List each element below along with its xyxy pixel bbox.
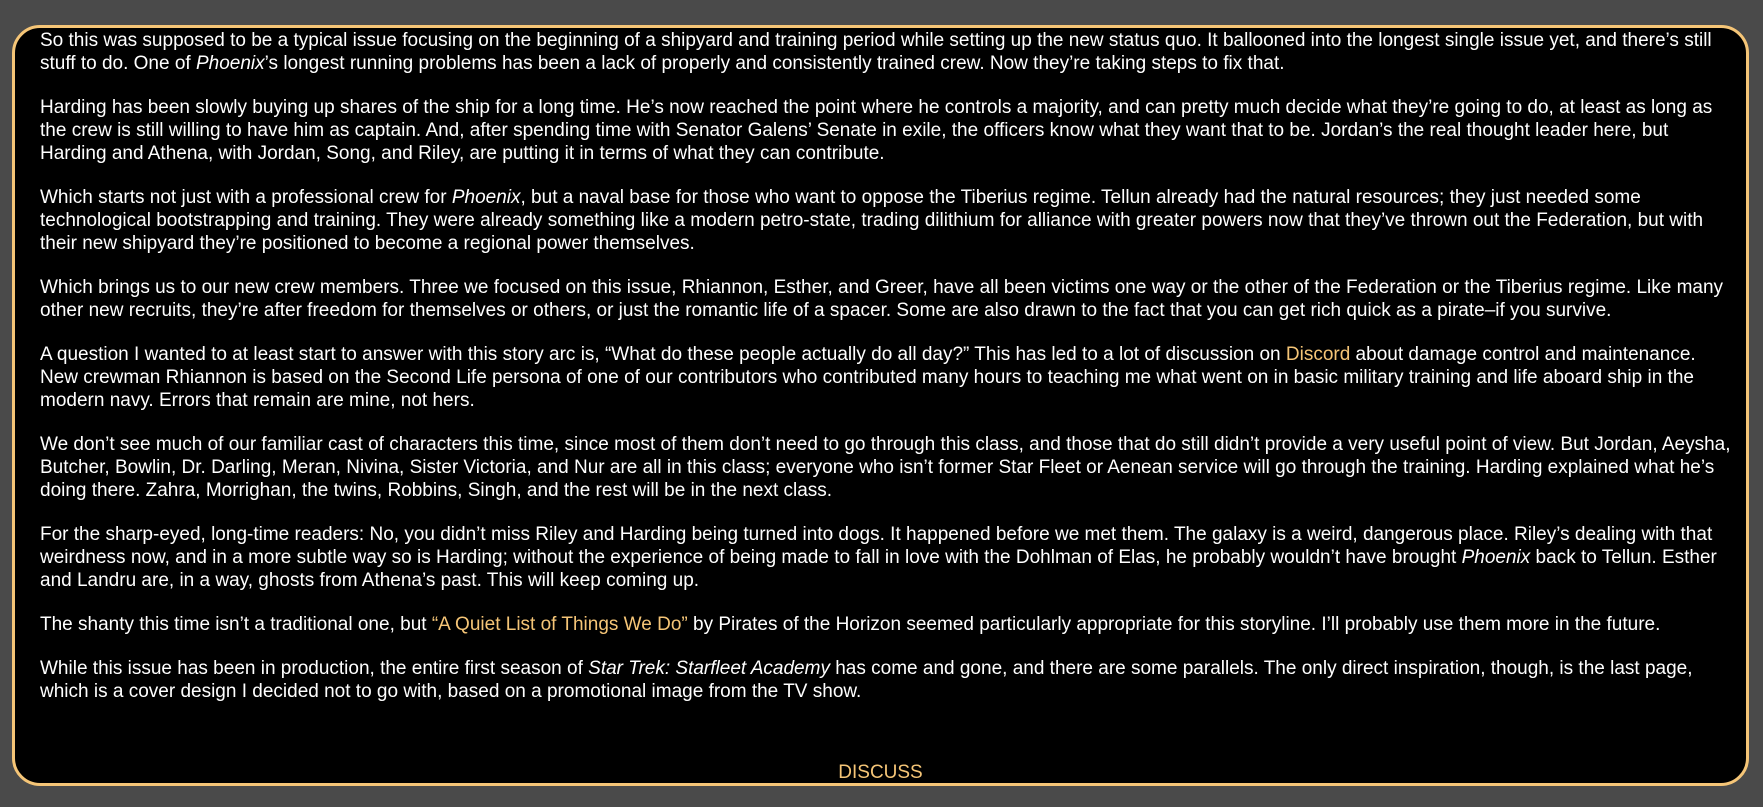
paragraph-text: So this was supposed to be a typical issue focusing on the beginning of a shipyard and training period while setting up the new status quo. It ballooned into the longest single issue yet, and there’s still stuff to do. One of — [40, 30, 1712, 74]
paragraph-text: , but a naval base for those who want to oppose the Tiberius regime. Tellun already had the natural resources; they just needed some technological bootstrapping and training. They were already something like a modern petro-state, trading dilithium for alliance with greater powers now that they’ve thrown out the Federation, but with their new shipyard they’re positioned to become a regional power themselves. — [40, 187, 1704, 254]
article-body — [40, 29, 1734, 724]
inline-link[interactable]: Discord — [1285, 344, 1351, 365]
paragraph-text: by Pirates of the Horizon seemed particularly appropriate for this storyline. I’ll probably use them more in the future. — [687, 614, 1661, 635]
paragraph-text: A question I wanted to at least start to answer with this story arc is, “What do these people actually do all day?” This has led to a lot of discussion on — [40, 344, 1286, 365]
article-paragraph — [40, 657, 1734, 703]
paragraph-text: Which starts not just with a professional crew for — [40, 187, 452, 208]
article-paragraph — [40, 186, 1734, 255]
post-panel — [12, 25, 1749, 786]
paragraph-text: ’s longest running problems has been a lack of properly and consistently trained crew. Now they’re taking steps to fix that. — [264, 53, 1285, 74]
discuss-link[interactable]: DISCUSS — [838, 762, 923, 783]
article-paragraph — [40, 96, 1734, 165]
italic-title: Star Trek: Starfleet Academy — [588, 658, 830, 679]
article-paragraph — [40, 343, 1734, 412]
article-paragraph — [40, 433, 1734, 502]
paragraph-text: The shanty this time isn’t a traditional one, but — [40, 614, 432, 635]
article-paragraph — [40, 276, 1734, 322]
paragraph-text: For the sharp-eyed, long-time readers: No, you didn’t miss Riley and Harding being turned into dogs. It happened before we met them. The galaxy is a weird, dangerous place. Riley’s dealing with that weirdness now, and in a more subtle way so is Harding; without the experience of being made to fall in love with the Dohlman of Elas, he probably wouldn’t have brought — [40, 524, 1713, 568]
italic-title: Phoenix — [195, 53, 265, 74]
article-paragraph — [40, 613, 1734, 636]
article-paragraph — [40, 29, 1734, 75]
paragraph-text: back to Tellun. Esther and Landru are, in a way, ghosts from Athena’s past. This will keep coming up. — [40, 547, 1717, 591]
article-paragraph — [40, 523, 1734, 592]
paragraph-text: Harding has been slowly buying up shares of the ship for a long time. He’s now reached the point where he controls a majority, and can pretty much decide what they’re going to do, at least as long as the crew is still willing to have him as captain. And, after spending time with Senator Galens’ Senate in exile, the officers know what they want that to be. Jordan’s the real thought leader here, but Harding and Athena, with Jordan, Song, and Riley, are putting it in terms of what they can contribute. — [40, 97, 1713, 164]
paragraph-text: Which brings us to our new crew members. Three we focused on this issue, Rhiannon, Esther, and Greer, have all been victims one way or the other of the Federation or the Tiberius regime. Like many other new recruits, they’re after freedom for themselves or others, or just the romantic life of a spacer. Some are also drawn to the fact that you can get rich quick as a pirate–if you survive. — [40, 277, 1724, 321]
italic-title: Phoenix — [451, 187, 521, 208]
paragraph-text: about damage control and maintenance. New crewman Rhiannon is based on the Second Life persona of one of our contributors who contributed many hours to teaching me what went on in basic military training and life aboard ship in the modern navy. Errors that remain are mine, not hers. — [40, 344, 1696, 411]
inline-link[interactable]: “A Quiet List of Things We Do” — [431, 614, 688, 635]
paragraph-text: While this issue has been in production, the entire first season of — [40, 658, 589, 679]
paragraph-text: We don’t see much of our familiar cast of characters this time, since most of them don’t need to go through this class, and those that do still didn’t provide a very useful point of view. But Jordan, Aeysha, Butcher, Bowlin, Dr. Darling, Meran, Nivina, Sister Victoria, and Nur are all in this class; everyone who isn’t former Star Fleet or Aenean service will go through the training. Harding explained what he’s doing there. Zahra, Morrighan, the twins, Robbins, Singh, and the rest will be in the next class. — [40, 434, 1731, 501]
paragraph-text: has come and gone, and there are some parallels. The only direct inspiration, though, is the last page, which is a cover design I decided not to go with, based on a promotional image from the TV show. — [40, 658, 1693, 702]
italic-title: Phoenix — [1461, 547, 1531, 568]
